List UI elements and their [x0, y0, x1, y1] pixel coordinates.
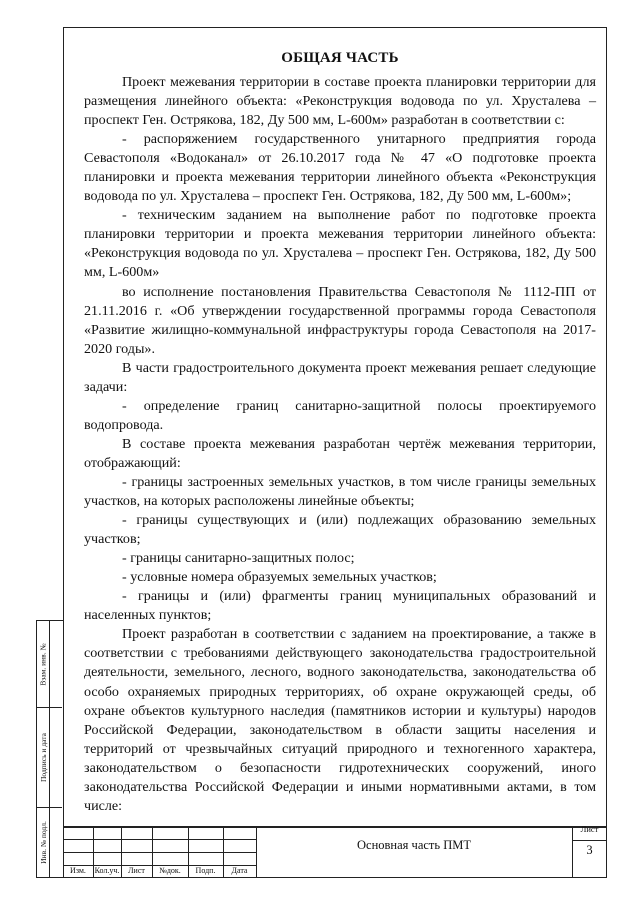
tb-col-podp: Подп. [195, 866, 216, 875]
paragraph: - определение границ санитарно-защитной полосы проектируемого водопровода. [84, 397, 596, 433]
paragraph: - техническим заданием на выполнение работ по подготовке проекта планировки территории и проекта межевания территории линейного объекта: «Реконструкция водовода по ул. Хрусталева – проспект Ген. Острякова, 182, Ду 500 мм, L-600м» [84, 207, 596, 281]
tb-sheet-number: 3 [586, 843, 593, 857]
paragraph: В части градостроительного документа проект межевания решает следующие задачи: [84, 359, 596, 395]
side-label-vzam-text: Взам. инв. № [38, 642, 48, 686]
side-label-podpis [36, 707, 50, 807]
tb-col-izm: Изм. [70, 866, 86, 875]
tb-top-line [63, 826, 607, 828]
paragraph: - границы и (или) фрагменты границ муниципальных образований и населенных пунктов; [84, 588, 596, 624]
paragraph: - условные номера образуемых земельных участков; [122, 569, 437, 586]
paragraph: Проект разработан в соответствии с заданием на проектирование, а также в соответствии с требованиями действующего законодательства градостроительной деятельности, земельного, лесного, водного законодательства, законодательства об особо охраняемых природных территориях, об охране окружающей среды, об охране объектов культурного наследия (памятников истории и культуры) народов Российской Федерации, законодательством в области защиты населения и территорий от чрезвычайных ситуаций природного и техногенного характера, законодательством о безопасности гидротехнических сооружений, иного законодательства Российской Федерации и иными нормативными актами, в том числе: [84, 626, 596, 814]
tb-sheet-line [572, 840, 607, 841]
side-label-inv-text: Инв. № подл. [38, 820, 48, 864]
tb-col-ndok: №док. [159, 866, 181, 875]
paragraph: Проект межевания территории в составе проекта планировки территории для размещения линейного объекта: «Реконструкция водовода по ул. Хрусталева – проспект Ген. Острякова, 182, Ду 500 мм, L-600м» разработан в соответствии с: [84, 74, 596, 129]
tb-row-line [63, 839, 256, 840]
side-label-podpis-text: Подпись и дата [38, 732, 48, 782]
side-label-inv [36, 807, 50, 877]
paragraph: В составе проекта межевания разработан чертёж межевания территории, отображающий: [84, 435, 596, 471]
tb-document-name: Основная часть ПМТ [357, 838, 471, 852]
tb-row-line [63, 852, 256, 853]
document-body [84, 50, 596, 816]
tb-col-list: Лист [128, 866, 145, 875]
side-stamp [36, 620, 63, 878]
side-label-vzam [36, 621, 50, 707]
paragraph: - границы застроенных земельных участков, в том числе границы земельных участков, на которых расположены линейные объекты; [84, 473, 596, 510]
paragraph: во исполнение постановления Правительства Севастополя № 1112-ПП от 21.11.2016 г. «Об утверждении государственной программы города Севастополя «Развитие жилищно-коммунальной инфраструктуры города Севастополя на 2017-2020 годы». [84, 283, 596, 357]
paragraph: - распоряжением государственного унитарного предприятия города Севастополя «Водоканал» от 26.10.2017 года № 47 «О подготовке проекта планировки и проекта межевания территории линейного объекта «Реконструкция водовода по ул. Хрусталева – проспект Ген. Острякова, 182, Ду 500 мм, L-600м»; [84, 131, 596, 205]
document-title: ОБЩАЯ ЧАСТЬ [281, 50, 399, 66]
paragraph: - границы существующих и (или) подлежащих образованию земельных участков; [84, 512, 596, 548]
paragraph: - границы санитарно-защитных полос; [122, 550, 355, 567]
title-block [63, 826, 607, 878]
tb-col-data: Дата [231, 866, 248, 875]
tb-sheet-label: Лист [580, 824, 599, 834]
tb-col-kolich: Кол.уч. [94, 866, 120, 875]
